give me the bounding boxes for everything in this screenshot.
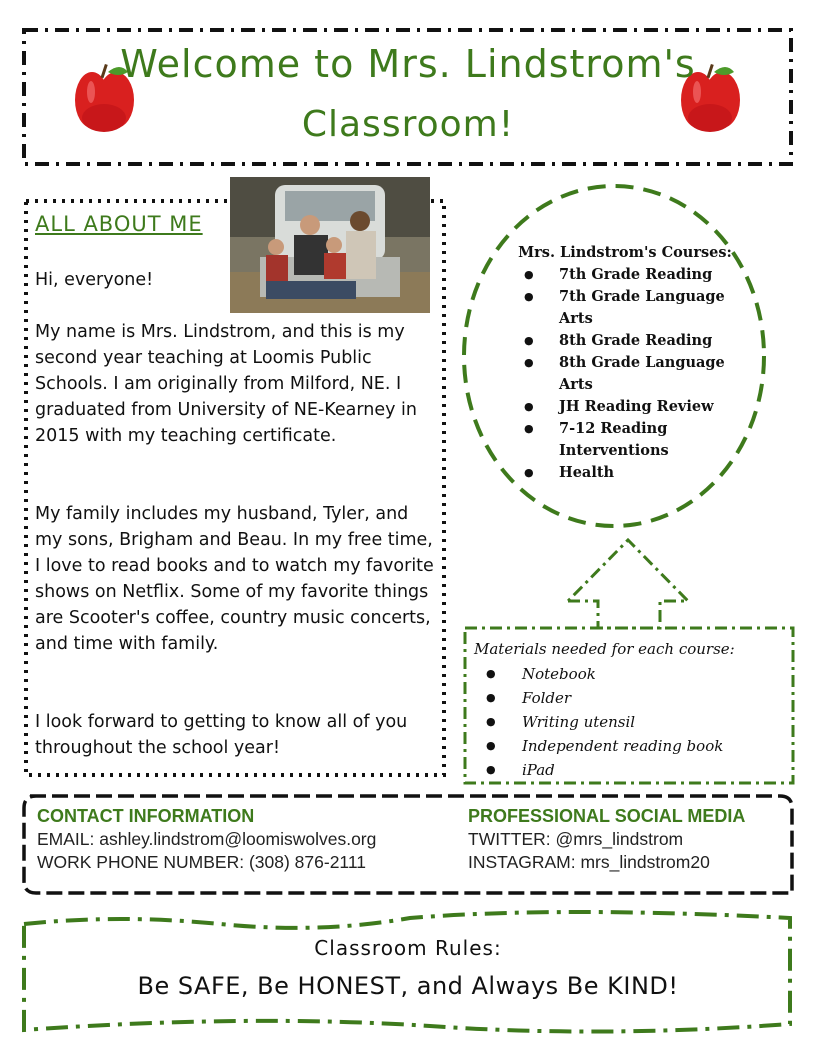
arrow-border (568, 540, 688, 628)
page-title-line2: Classroom! (301, 104, 515, 145)
contact-heading: CONTACT INFORMATION (37, 806, 255, 826)
course-item: ● 8th Grade Language Arts (520, 352, 750, 396)
courses-list (520, 264, 750, 484)
course-item: ● 8th Grade Reading (520, 330, 750, 352)
material-item: ● Writing utensil (484, 710, 723, 734)
about-paragraph-2: My name is Mrs. Lindstrom, and this is my second year teaching at Loomis Public Schools. I am originally from Milford, NE. I graduated from University of NE-Kearney in 2015 with my teaching certificate. (35, 322, 417, 446)
material-item: ● Folder (484, 686, 723, 710)
about-paragraph-3: My family includes my husband, Tyler, and my sons, Brigham and Beau. In my free time, I love to read books and to watch my favorite shows on Netflix. Some of my favorite things are Scooter's coffee, country music concerts, and time with family. (35, 504, 434, 654)
course-item: ● JH Reading Review (520, 396, 750, 418)
about-paragraph-1: Hi, everyone! (35, 270, 154, 290)
materials-title: Materials needed for each course: (474, 640, 735, 658)
courses-title: Mrs. Lindstrom's Courses: (518, 244, 732, 261)
rules-text: Be SAFE, Be HONEST, and Always Be KIND! (137, 972, 679, 1000)
contact-phone: WORK PHONE NUMBER: (308) 876-2111 (37, 852, 367, 872)
course-item: ● 7th Grade Reading (520, 264, 750, 286)
material-item: ● Notebook (484, 662, 723, 686)
course-item: ● 7-12 Reading Interventions (520, 418, 750, 462)
social-twitter: TWITTER: @mrs_lindstrom (468, 829, 684, 849)
materials-list (484, 662, 723, 782)
material-item: ● Independent reading book (484, 734, 723, 758)
contact-email: EMAIL: ashley.lindstrom@loomiswolves.org (37, 829, 377, 849)
social-heading: PROFESSIONAL SOCIAL MEDIA (468, 806, 746, 826)
social-instagram: INSTAGRAM: mrs_lindstrom20 (468, 852, 710, 872)
course-item: ● Health (520, 462, 750, 484)
material-item: ● iPad (484, 758, 723, 782)
course-item: ● 7th Grade Language Arts (520, 286, 750, 330)
page-title: Welcome to Mrs. Lindstrom's (120, 42, 696, 86)
about-paragraph-4: I look forward to getting to know all of you throughout the school year! (35, 712, 408, 758)
rules-title: Classroom Rules: (314, 936, 502, 960)
about-heading: ALL ABOUT ME (35, 212, 203, 236)
